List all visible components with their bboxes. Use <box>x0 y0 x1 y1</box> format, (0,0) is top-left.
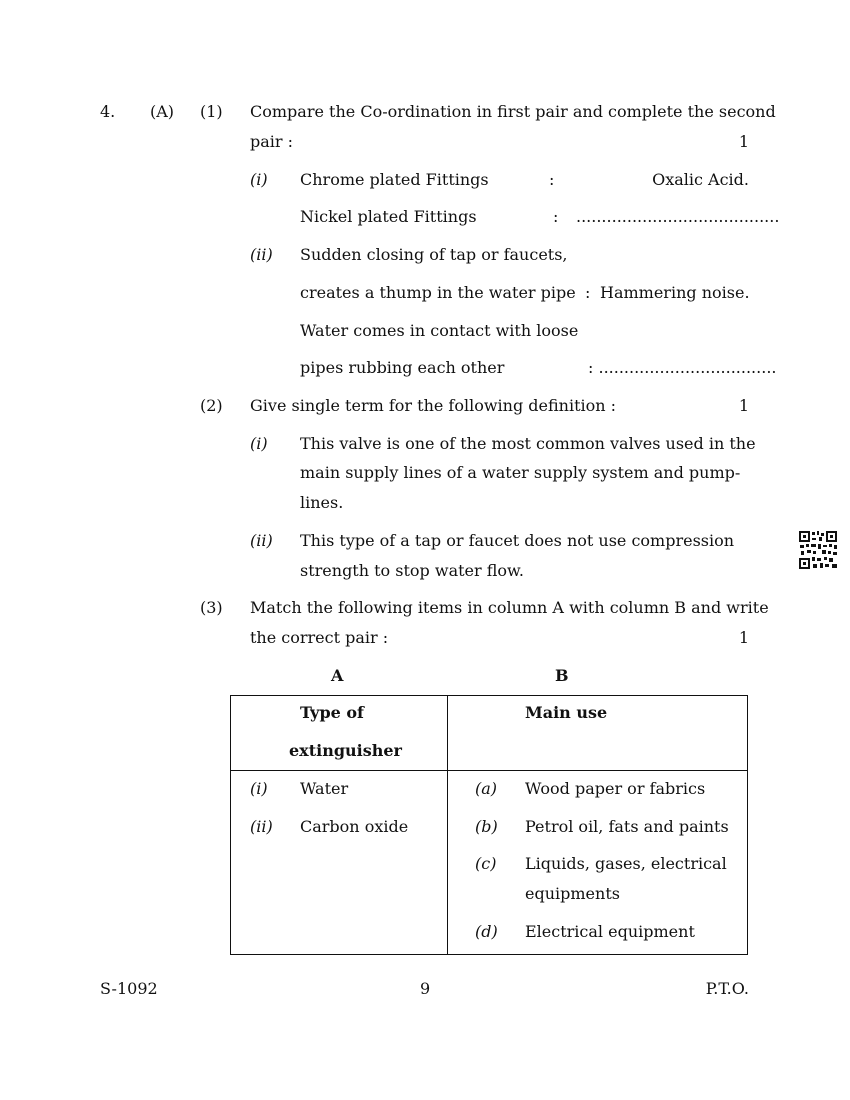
q2-i-line3: lines. <box>300 493 344 512</box>
q3-number: (3) <box>200 598 223 617</box>
q1-i-label: (i) <box>250 170 268 189</box>
q1-ii-line3: Water comes in contact with loose <box>300 321 579 340</box>
q2-ii-line2: strength to stop water flow. <box>300 561 524 580</box>
table-head-a-line1: Type of <box>300 703 364 722</box>
q3-text-line2: the correct pair : <box>250 628 389 647</box>
q1-ii-line1: Sudden closing of tap or faucets, <box>300 245 568 264</box>
a-row-ii-label: (ii) <box>250 817 273 836</box>
footer-code: S-1092 <box>100 979 158 998</box>
b-row-c-label: (c) <box>475 854 497 873</box>
q2-marks: 1 <box>738 396 749 415</box>
q1-ii-line2: creates a thump in the water pipe <box>300 283 576 302</box>
q1-marks: 1 <box>738 132 749 151</box>
table-header-divider <box>230 770 748 771</box>
q1-text-line2: pair : <box>250 132 294 151</box>
q1-ii-colon2: : <box>585 283 591 302</box>
q1-ii-label: (ii) <box>250 245 273 264</box>
q2-i-line1: This valve is one of the most common valves used in the <box>300 434 756 453</box>
table-column-divider <box>447 695 448 955</box>
q1-i-blank2: ........................................ <box>576 207 780 226</box>
q2-ii-line1: This type of a tap or faucet does not use compression <box>300 531 735 550</box>
b-row-b-text: Petrol oil, fats and paints <box>525 817 729 836</box>
q3-marks: 1 <box>738 628 749 647</box>
q1-i-right1: Oxalic Acid. <box>652 170 749 189</box>
b-row-d-text: Electrical equipment <box>525 922 695 941</box>
q1-i-left2: Nickel plated Fittings <box>300 207 477 226</box>
table-head-a-line2: extinguisher <box>289 741 402 760</box>
footer-pto: P.T.O. <box>705 979 749 998</box>
q2-i-label: (i) <box>250 434 268 453</box>
b-row-b-label: (b) <box>475 817 498 836</box>
q1-i-colon2: : <box>553 207 559 226</box>
q1-i-colon1: : <box>549 170 555 189</box>
b-row-a-text: Wood paper or fabrics <box>525 779 706 798</box>
a-row-i-label: (i) <box>250 779 268 798</box>
qr-code-icon <box>798 530 838 570</box>
a-row-ii-text: Carbon oxide <box>300 817 409 836</box>
b-row-a-label: (a) <box>475 779 498 798</box>
q2-text: Give single term for the following definition : <box>250 396 617 415</box>
section-label: (A) <box>150 102 175 121</box>
q1-text-line1: Compare the Co-ordination in first pair and complete the second <box>250 102 776 121</box>
q3-text-line1: Match the following items in column A with column B and write <box>250 598 769 617</box>
b-row-c-text: Liquids, gases, electrical <box>525 854 727 873</box>
q1-ii-line4: pipes rubbing each other <box>300 358 505 377</box>
q2-ii-label: (ii) <box>250 531 273 550</box>
q2-number: (2) <box>200 396 223 415</box>
table-head-b: Main use <box>525 703 608 722</box>
column-a-label: A <box>331 666 344 685</box>
q1-ii-blank4: : ................................... <box>588 358 777 377</box>
q1-number: (1) <box>200 102 223 121</box>
b-row-c-text-line2: equipments <box>525 884 620 903</box>
a-row-i-text: Water <box>300 779 349 798</box>
q1-ii-right2: Hammering noise. <box>600 283 750 302</box>
q2-i-line2: main supply lines of a water supply system and pump- <box>300 463 741 482</box>
b-row-d-label: (d) <box>475 922 498 941</box>
q1-i-left1: Chrome plated Fittings <box>300 170 489 189</box>
question-number: 4. <box>100 102 116 121</box>
column-b-label: B <box>555 666 569 685</box>
footer-page-number: 9 <box>420 979 431 998</box>
